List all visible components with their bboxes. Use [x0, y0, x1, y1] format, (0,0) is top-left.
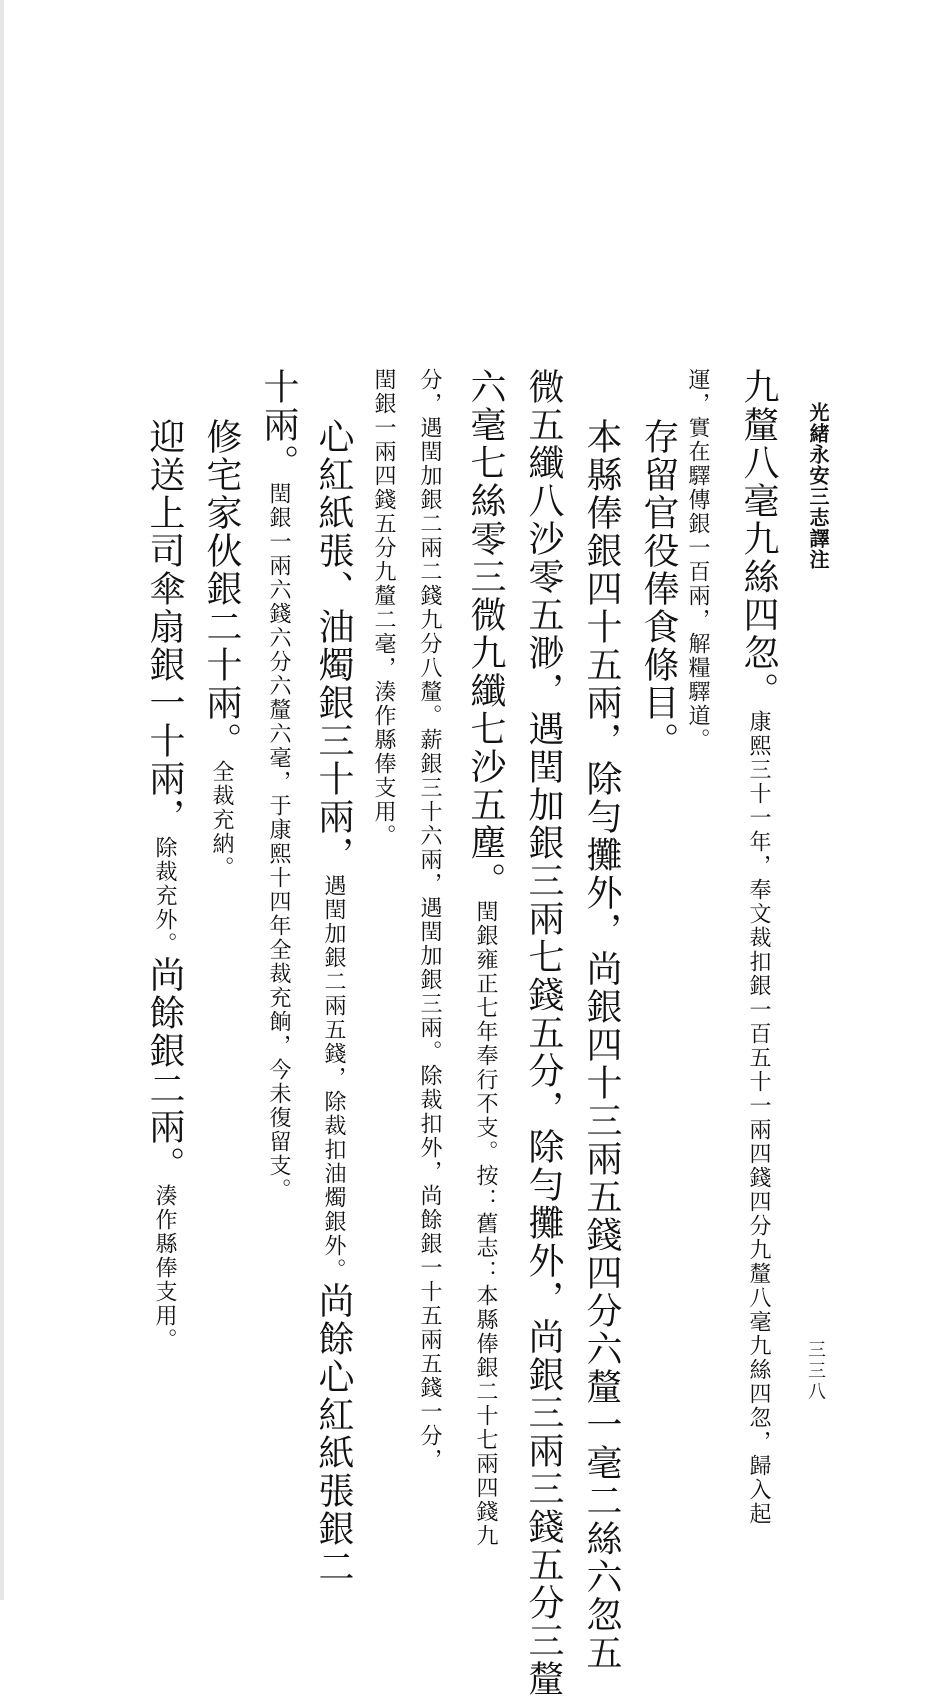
text-column-9 — [313, 418, 354, 1586]
annotation-text: 閏銀一兩六錢六分六釐六毫，于康熙十四年全裁充餉，今未復留支。 — [266, 482, 291, 1202]
text-column-10 — [258, 368, 299, 1202]
book-title: 光緒永安三志譯注 — [806, 402, 830, 570]
main-text: 尚餘銀二兩。 — [144, 956, 185, 1184]
text-column-12 — [144, 418, 185, 1352]
text-column-6 — [465, 368, 506, 1548]
page-number: 三三八 — [805, 1340, 826, 1403]
text-column-4: 本縣俸銀四十五兩，除勻攤外，尚銀四十三兩五錢四分六釐一毫二絲六忽五 — [581, 418, 622, 1672]
text-column-1 — [738, 368, 779, 1526]
text-column-8: 閏銀一兩四錢五分九釐二毫，湊作縣俸支用。 — [371, 368, 396, 848]
main-text: 六毫七絲零三微九纖七沙五塵。 — [465, 368, 506, 900]
main-text: 十兩。 — [258, 368, 299, 482]
main-text: 心紅紙張、油燭銀三十兩， — [313, 418, 354, 874]
main-text: 修宅家伙銀二十兩。 — [201, 418, 242, 760]
annotation-text: 閏銀雍正七年奉行不支。按：舊志：本縣俸銀二十七兩四錢九 — [473, 900, 498, 1548]
text-column-11 — [201, 418, 242, 880]
text-column-2: 運，實在驛傳銀一百兩，解糧驛道。 — [685, 368, 710, 752]
section-heading: 存留官役俸食條目。 — [638, 418, 679, 760]
main-text: 九釐八毫九絲四忽。 — [738, 368, 779, 710]
text-column-7: 分，遇閏加銀二兩二錢九分八釐。薪銀三十六兩，遇閏加銀三兩。除裁扣外，尚餘銀一十五兩五錢一分， — [417, 368, 442, 1472]
main-text: 尚餘心紅紙張銀二 — [313, 1282, 354, 1586]
annotation-text: 除裁充外。 — [152, 836, 177, 956]
text-column-5: 微五纖八沙零五渺，遇閏加銀三兩七錢五分，除勻攤外，尚銀三兩三錢五分三釐 — [523, 368, 564, 1698]
main-text: 迎送上司傘扇銀一十兩， — [144, 418, 185, 836]
annotation-text: 康熙三十一年，奉文裁扣銀一百五十一兩四錢四分九釐八毫九絲四忽，歸入起 — [746, 710, 771, 1526]
annotation-text: 遇閏加銀二兩五錢，除裁扣油燭銀外。 — [321, 874, 346, 1282]
annotation-text: 湊作縣俸支用。 — [152, 1184, 177, 1352]
annotation-text: 全裁充納。 — [209, 760, 234, 880]
page-edge — [0, 0, 4, 1600]
